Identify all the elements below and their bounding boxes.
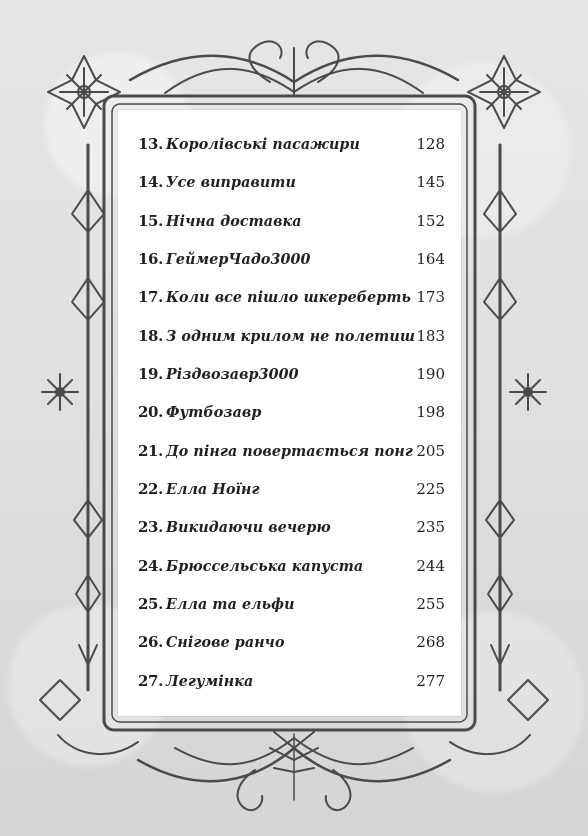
- chapter-title: З одним крилом не полетиш: [166, 326, 415, 345]
- chapter-title: Легумінка: [166, 671, 254, 690]
- toc-entry: [138, 174, 445, 212]
- chapter-title: Усе виправити: [166, 173, 296, 192]
- chapter-number: 21.: [138, 441, 163, 460]
- toc-entry: [138, 558, 445, 596]
- chapter-title: Викидаючи вечерю: [166, 518, 331, 537]
- chapter-title: До пінга повертається понг: [166, 441, 413, 460]
- chapter-title: Нічна доставка: [166, 211, 302, 230]
- chapter-number: 14.: [138, 173, 163, 192]
- chapter-number: 25.: [138, 595, 163, 614]
- toc-entry: [138, 213, 445, 251]
- toc-entry: [138, 519, 445, 557]
- toc-entry: [138, 634, 445, 672]
- chapter-number: 17.: [138, 288, 163, 307]
- page-number: 255: [416, 595, 445, 614]
- chapter-number: 18.: [138, 326, 163, 345]
- toc-entry: [138, 136, 445, 174]
- chapter-number: 23.: [138, 518, 163, 537]
- toc-entry: [138, 481, 445, 519]
- chapter-title: Королівські пасажири: [166, 135, 360, 153]
- page-number: 277: [416, 671, 445, 690]
- toc-entry: [138, 366, 445, 404]
- chapter-title: Елла Ноїнг: [166, 480, 260, 499]
- toc-entry: [138, 673, 445, 711]
- toc-entry: [138, 328, 445, 366]
- chapter-number: 16.: [138, 250, 163, 269]
- page-number: 128: [416, 135, 445, 153]
- page-number: 183: [416, 326, 445, 345]
- table-of-contents-list: [138, 136, 445, 711]
- page-number: 152: [416, 211, 445, 230]
- page-number: 244: [416, 556, 445, 575]
- chapter-number: 19.: [138, 365, 163, 384]
- chapter-title: Брюссельська капуста: [166, 556, 364, 575]
- page-number: 225: [416, 480, 445, 499]
- page-number: 205: [416, 441, 445, 460]
- chapter-title: Коли все пішло шкереберть: [166, 288, 412, 307]
- chapter-number: 22.: [138, 480, 163, 499]
- chapter-number: 20.: [138, 403, 163, 422]
- toc-entry: [138, 251, 445, 289]
- page-number: 198: [416, 403, 445, 422]
- chapter-title: Елла та ельфи: [166, 595, 295, 614]
- chapter-number: 13.: [138, 135, 163, 153]
- chapter-number: 15.: [138, 211, 163, 230]
- chapter-number: 24.: [138, 556, 163, 575]
- chapter-number: 26.: [138, 633, 163, 652]
- toc-entry: [138, 404, 445, 442]
- toc-entry: [138, 443, 445, 481]
- page-number: 190: [416, 365, 445, 384]
- page-number: 145: [416, 173, 445, 192]
- page-number: 164: [416, 250, 445, 269]
- chapter-number: 27.: [138, 671, 163, 690]
- page-number: 268: [416, 633, 445, 652]
- chapter-title: Футбозавр: [166, 403, 262, 422]
- page-number: 235: [416, 518, 445, 537]
- chapter-title: Снігове ранчо: [166, 633, 285, 652]
- toc-entry: [138, 596, 445, 634]
- chapter-title: Різдвозавр3000: [166, 365, 299, 384]
- page-number: 173: [416, 288, 445, 307]
- toc-entry: [138, 289, 445, 327]
- chapter-title: ГеймерЧадо3000: [166, 250, 311, 269]
